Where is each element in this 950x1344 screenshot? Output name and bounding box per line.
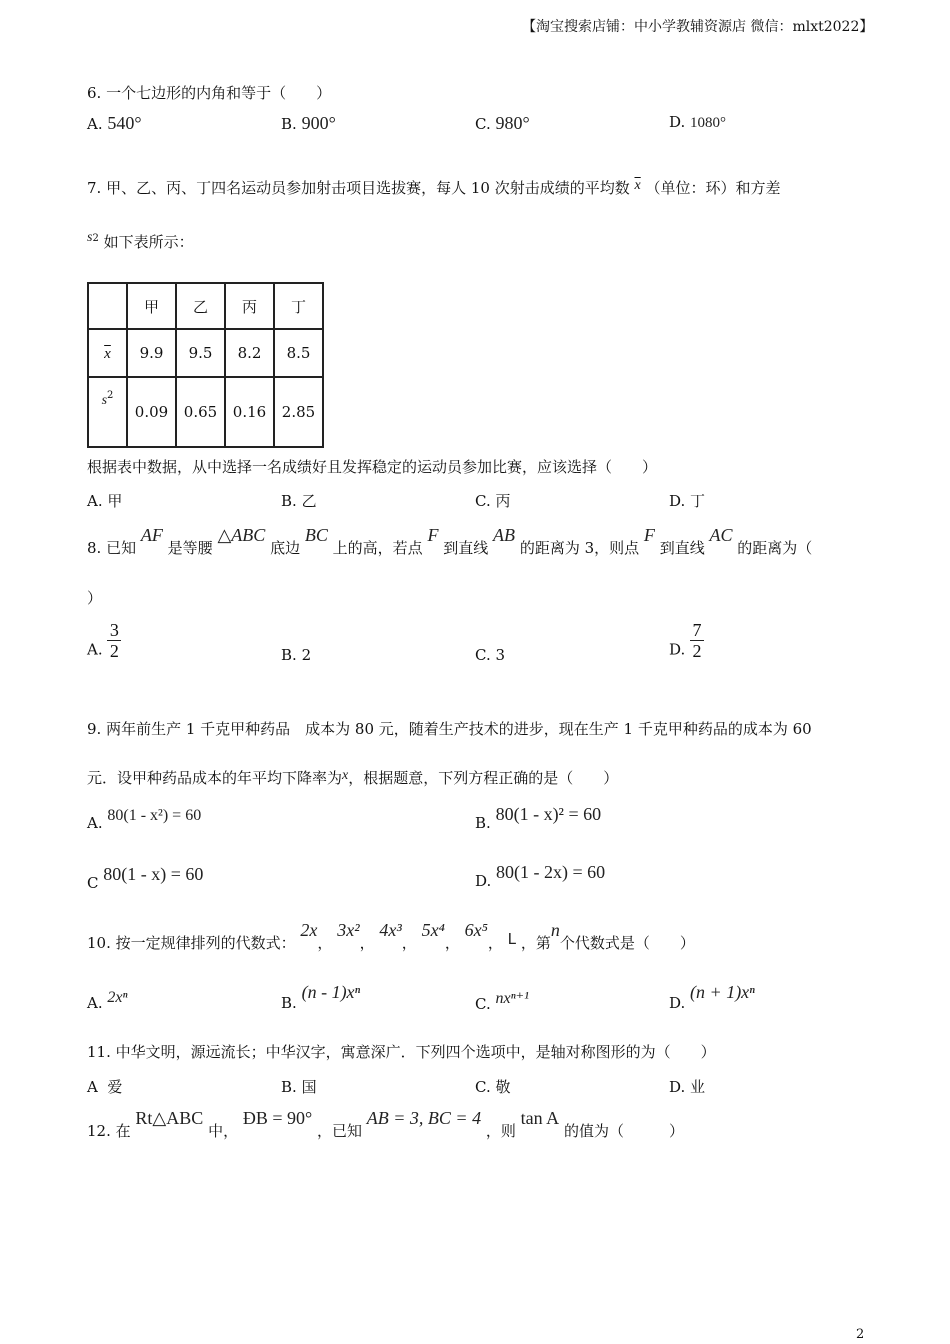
table-cell: 9.9	[127, 329, 176, 377]
q6-option-d: D. 1080°	[669, 113, 727, 131]
col-header: 乙	[176, 283, 225, 329]
table-cell: 2.85	[274, 377, 323, 447]
x-bar-symbol: $\overline{x}$	[634, 178, 641, 193]
q7-score-table	[87, 282, 324, 448]
col-header: 丙	[225, 283, 274, 329]
q11-option-a: A 爱	[87, 1078, 123, 1096]
q9-option-a: A. 80(1 - x²) = 60	[87, 807, 202, 832]
q8-option-d: D. $\frac{7}{2}$	[669, 620, 704, 661]
table-cell: 0.16	[225, 377, 274, 447]
header-watermark: 【淘宝搜索店铺：中小学教辅资源店 微信：mlxt2022】	[522, 19, 874, 35]
term: 4x³	[379, 920, 402, 940]
q8-option-b: B. 2	[281, 646, 312, 664]
q6-option-a: A. 540°	[87, 113, 142, 133]
fraction: $\frac{3}{2}$	[107, 620, 121, 661]
q8-stem-close: ）	[87, 589, 103, 607]
q7-question: 根据表中数据，从中选择一名成绩好且发挥稳定的运动员参加比赛，应该选择（ ）	[87, 458, 658, 476]
q7-option-a: A. 甲	[87, 492, 123, 510]
term: 5x⁴	[421, 920, 445, 940]
row-label-mean: $\overline{x}$	[88, 329, 127, 377]
table-cell: 8.5	[274, 329, 323, 377]
term: 2x	[300, 920, 318, 940]
q9-stem-line2: 元．设甲种药品成本的年平均下降率为x，根据题意，下列方程正确的是（ ）	[87, 768, 619, 787]
q11-option-c: C. 敬	[475, 1078, 511, 1096]
q12-stem: 12. 在 Rt△ABC 中， ÐB = 90° ，已知 AB = 3, BC = 4 ，则 tan A 的值为（ ）	[87, 1108, 684, 1140]
q10-stem: 10. 按一定规律排列的代数式： 2x， 3x²， 4x³， 5x⁴， 6x⁵， L ，第n个代数式是（ ）	[87, 920, 695, 952]
q10-option-d: D. (n + 1)xⁿ	[669, 982, 755, 1012]
q8-option-c: C. 3	[475, 646, 506, 664]
q6-option-c: C. 980°	[475, 113, 530, 133]
col-header: 丁	[274, 283, 323, 329]
q10-option-a: A. 2xⁿ	[87, 989, 128, 1012]
q8-option-a: A. $\frac{3}{2}$	[87, 620, 121, 661]
q11-option-d: D. 业	[669, 1078, 706, 1096]
q10-option-c: C. nxⁿ⁺¹	[475, 990, 529, 1013]
table-cell: 0.09	[127, 377, 176, 447]
ellipsis-glyph: L	[507, 930, 517, 948]
fraction: $\frac{7}{2}$	[690, 620, 704, 661]
q6-option-b: B. 900°	[281, 113, 336, 133]
term: 3x²	[337, 920, 360, 940]
q9-option-c: C 80(1 - x) = 60	[87, 864, 204, 892]
table-cell: 8.2	[225, 329, 274, 377]
q10-option-b: B. (n - 1)xⁿ	[281, 982, 361, 1012]
table-cell: 9.5	[176, 329, 225, 377]
q7-stem-line2: $s^2$ 如下表所示：	[87, 230, 194, 251]
table-cell: 0.65	[176, 377, 225, 447]
q9-option-b: B. 80(1 - x)² = 60	[475, 804, 602, 832]
q6-stem: 6. 一个七边形的内角和等于（ ）	[87, 84, 332, 102]
q11-option-b: B. 国	[281, 1078, 317, 1096]
q9-option-d: D. 80(1 - 2x) = 60	[475, 862, 606, 890]
q7-option-b: B. 乙	[281, 492, 317, 510]
q9-stem-line1: 9. 两年前生产 1 千克甲种药品 成本为 80 元，随着生产技术的进步，现在生产 1 千克甲种药品的成本为 60	[87, 720, 812, 738]
q8-stem: 8. 已知 AF 是等腰 △ABC 底边 BC 上的高，若点 F 到直线 AB 的距离为 3，则点 F 到直线 AC 的距离为（	[87, 525, 813, 557]
page-number: 2	[856, 1327, 865, 1342]
col-header: 甲	[127, 283, 176, 329]
q7-option-d: D. 丁	[669, 492, 706, 510]
q7-option-c: C. 丙	[475, 492, 511, 510]
q7-stem-line1: 7. 甲、乙、丙、丁四名运动员参加射击项目选拔赛，每人 10 次射击成绩的平均数 $\overline{x}$ （单位：环）和方差	[87, 178, 781, 197]
row-label-variance: $s^2$	[88, 377, 127, 447]
q11-stem: 11. 中华文明，源远流长；中华汉字，寓意深广．下列四个选项中，是轴对称图形的为（ ）	[87, 1043, 716, 1061]
term: 6x⁵	[464, 920, 488, 940]
